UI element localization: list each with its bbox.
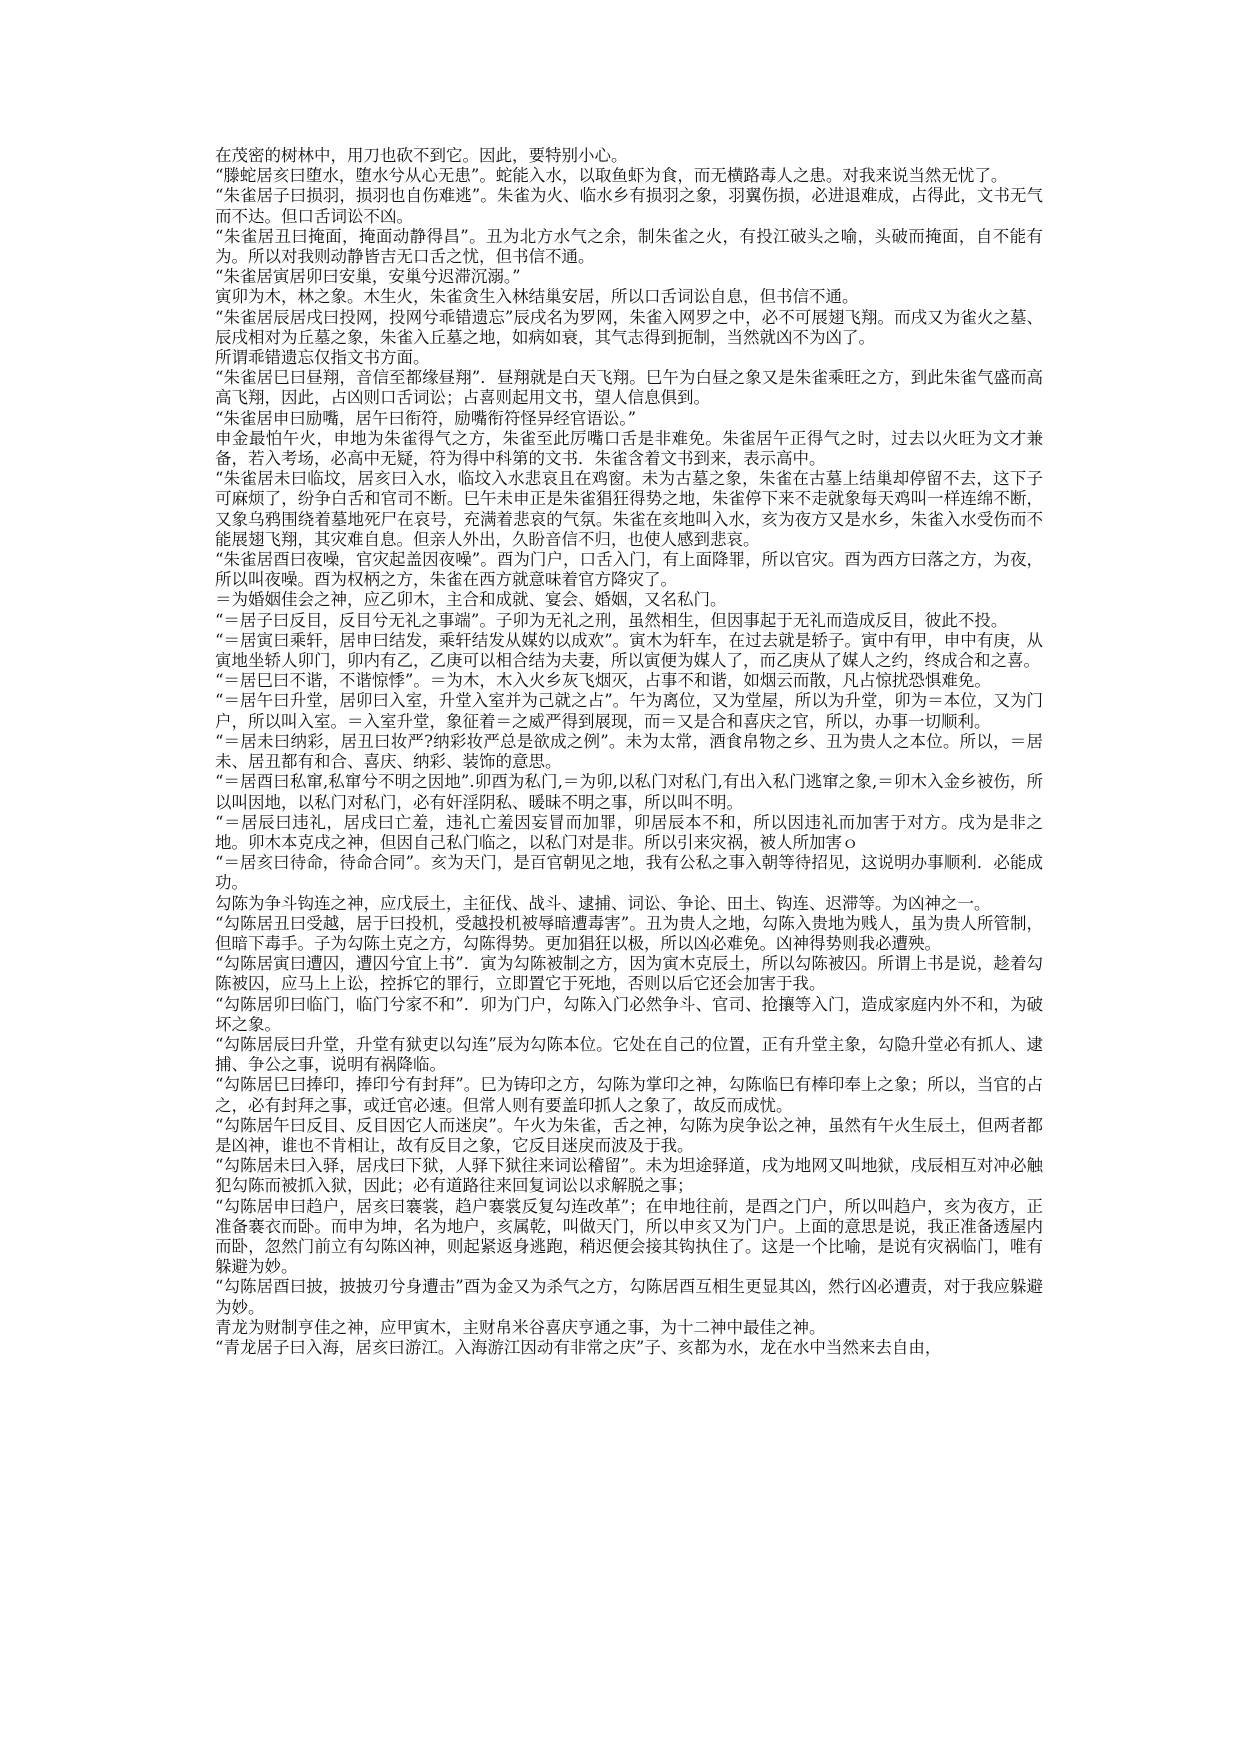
document-page	[215, 146, 1043, 1358]
paragraph: “朱雀居酉曰夜噪，官灾起盖因夜噪”。酉为门户，口舌入门，有上面降罪，所以官灾。酉为西方曰落之方，为夜，所以叫夜噪。酉为权柄之方，朱雀在西方就意味着官方降灾了。	[215, 550, 1043, 590]
paragraph: “滕蛇居亥曰堕水，堕水兮从心无患”。蛇能入水，以取鱼虾为食，而无横路毒人之患。对我来说当然无忧了。	[215, 166, 1008, 186]
paragraph: 寅卯为木，林之象。木生火，朱雀贪生入林结巢安居，所以口舌词讼自息，但书信不通。	[215, 287, 859, 307]
paragraph: “＝居寅曰乘轩，居申曰结发，乘轩结发从媒妁以成欢”。寅木为轩车，在过去就是轿子。寅中有甲，申中有庚，从寅地坐轿人卯门，卯内有乙，乙庚可以相合结为夫妻，所以寅便为媒人了，而乙庚从了媒人之约，终成合和之喜。	[215, 630, 1043, 671]
paragraph: “勾陈居辰曰升堂，升堂有狱吏以勾连”辰为勾陈本位。它处在自己的位置，正有升堂主象，勾隐升堂必有抓人、逮捕、争公之事，说明有祸降临。	[215, 1034, 1043, 1075]
paragraph: 所谓乖错遗忘仅指文书方面。	[215, 348, 430, 368]
paragraph: “朱雀居丑曰掩面，掩面动静得昌”。丑为北方水气之余，制朱雀之火，有投江破头之喻，头破而掩面，自不能有为。所以对我则动静皆吉无口舌之忧，但书信不通。	[215, 226, 1043, 267]
paragraph: “勾陈居寅曰遭囚，遭囚兮宜上书”．寅为勾陈被制之方，因为寅木克辰土，所以勾陈被囚。所谓上书是说，趁着勾陈被囚，应马上上讼，控拆它的罪行，立即置它于死地，否则以后它还会加害于我。	[215, 954, 1043, 994]
paragraph: “＝居辰曰违礼，居戌曰亡羞，违礼亡羞因妄冒而加罪，卯居辰本不和，所以因违礼而加害于对方。戌为是非之地。卯木本克戌之神，但因自己私门临之，以私门对是非。所以引来灾祸，被人所加害ｏ	[215, 812, 1043, 852]
paragraph: “＝居子曰反目，反目兮无礼之事端”。子卯为无礼之刑，虽然相生，但因事起于无礼而造成反目，彼此不投。	[215, 610, 1008, 630]
paragraph: “青龙居子曰入海，居亥曰游江。入海游江因动有非常之庆”子、亥都为水，龙在水中当然来去自由，	[215, 1337, 942, 1357]
paragraph: “＝居酉曰私窜,私窜兮不明之因地”.卯酉为私门,＝为卯,以私门对私门,有出入私门逃窜之象,＝卯木入金乡被伤，所以叫因地，以私门对私门，必有奸淫阴私、暖昧不明之事，所以叫不明。	[215, 772, 1043, 812]
paragraph: “朱雀居寅居卯曰安巢，安巢兮迟滞沉溺。”	[215, 267, 521, 287]
paragraph: “朱雀居未曰临坟，居亥曰入水，临坟入水悲哀且在鸡窗。未为古墓之象，朱雀在古墓上结巢却停留不去，这下子可麻烦了，纷争白舌和官司不断。巳午未申正是朱雀猖狂得势之地，朱雀停下来不走就象每天鸡叫一样连绵不断，又象乌鸦围绕着墓地死尸在哀号，充满着悲哀的气氛。朱雀在亥地叫入水，亥为夜方又是水乡，朱雀入水受伤而不能展翅飞翔，其灾难自息。但亲人外出，久盼音信不归，也使人感到悲哀。	[215, 469, 1043, 549]
paragraph: “勾陈居未曰入驿，居戌曰下狱，人驿下狱往来词讼稽留”。未为坦途驿道，戌为地网又叫地狱，戌辰相互对冲必触犯勾陈而被抓入狱，因此；必有道路往来回复词讼以求解脱之事；	[215, 1156, 1043, 1196]
paragraph: “＝居未曰纳彩，居丑曰妆严?纳彩妆严总是欲成之例”。未为太常，酒食帛物之乡、丑为贵人之本位。所以，＝居未、居丑都有和合、喜庆、纳彩、装饰的意思。	[215, 731, 1043, 772]
paragraph: “＝居亥曰待命，待命合同”。亥为天门，是百官朝见之地，我有公私之事入朝等待招见，这说明办事顺利．必能成功。	[215, 853, 1043, 893]
paragraph: “勾陈居卯曰临门，临门兮家不和”．卯为门户，勾陈入门必然争斗、官司、抢攘等入门，造成家庭内外不和，为破坏之象。	[215, 994, 1043, 1034]
paragraph: “朱雀居子曰损羽，损羽也自伤难逃”。朱雀为火、临水乡有损羽之象，羽翼伤损，必进退难成，占得此，文书无气而不达。但口舌词讼不凶。	[215, 186, 1043, 226]
paragraph: “朱雀居辰居戌曰投网，投网兮乖错遗忘”辰戌名为罗网，朱雀入网罗之中，必不可展翅飞翔。而戌又为雀火之墓、辰戌相对为丘墓之象，朱雀入丘墓之地，如病如衰，其气志得到扼制，当然就凶不为凶了。	[215, 307, 1043, 347]
paragraph: 申金最怕午火，申地为朱雀得气之方，朱雀至此厉嘴口舌是非难免。朱雀居午正得气之时，过去以火旺为文才兼备，若入考场，必高中无疑，符为得中科第的文书．朱雀含着文书到来，表示高中。	[215, 428, 1043, 469]
paragraph: ＝为婚姻佳会之神，应乙卯木，主合和成就、宴会、婚姻，又名私门。	[215, 590, 727, 610]
paragraph: “朱雀居巳曰昼翔，音信至都缘昼翔”．昼翔就是白天飞翔。巳午为白昼之象又是朱雀乘旺之方，到此朱雀气盛而高高飞翔，因此，占凶则口舌词讼；占喜则起用文书，望人信息俱到。	[215, 368, 1043, 408]
paragraph: “勾陈居酉曰披，披披刃兮身遭击”酉为金又为杀气之方，勾陈居酉互相生更显其凶，然行凶必遭责，对于我应躲避为妙。	[215, 1277, 1043, 1317]
paragraph: “勾陈居申曰趋户，居亥曰褰裳，趋户褰裳反复勾连改革”；在申地往前，是酉之门户，所以叫趋户，亥为夜方，正准备褰衣而卧。而申为坤，名为地户，亥属乾，叫做天门，所以申亥又为门户。上面的意思是说，我正准备透屋内而卧，忽然门前立有勾陈凶神，则起紧返身逃跑，稍迟便会接其钩执住了。这是一个比喻，是说有灾祸临门，唯有躲避为妙。	[215, 1196, 1043, 1277]
paragraph: “朱雀居申曰励嘴，居午曰衔符，励嘴衔符怪异经官语讼。”	[215, 408, 637, 428]
paragraph: 青龙为财制亨佳之神，应甲寅木，主财帛米谷喜庆亨通之事，为十二神中最佳之神。	[215, 1317, 826, 1337]
paragraph: “＝居巳曰不谐，不谐惊悸”。＝为木，木入火乡灰飞烟灭，占事不和谐，如烟云而散，凡占惊扰恐惧难免。	[215, 671, 991, 691]
paragraph: “勾陈居巳曰捧印，捧印兮有封拜”。巳为铸印之方，勾陈为掌印之神，勾陈临巳有棒印奉上之象；所以，当官的占之，必有封拜之事，或迁官必速。但常人则有要盖印抓人之象了，故反而成忧。	[215, 1075, 1043, 1115]
paragraph: “＝居午曰升堂，居卯曰入室，升堂入室并为己就之占”。午为离位，又为堂屋，所以为升堂，卯为＝本位，又为门户，所以叫入室。＝入室升堂，象征着＝之威严得到展现，而＝又是合和喜庆之官，所以，办事一切顺利。	[215, 691, 1043, 731]
paragraph: “勾陈居午曰反目、反目因它人而迷戾”。午火为朱雀，舌之神，勾陈为戾争讼之神，虽然有午火生辰土，但两者都是凶神，谁也不肯相让，故有反目之象，它反目迷戾而波及于我。	[215, 1115, 1043, 1155]
paragraph: “勾陈居丑曰受越，居于曰投机，受越投机被辱暗遭毒害”。丑为贵人之地，勾陈入贵地为贱人，虽为贵人所管制，但暗下毒手。子为勾陈土克之方，勾陈得势。更加猖狂以极，所以凶必难免。凶神得势则我必遭殃。	[215, 913, 1043, 953]
paragraph: 勾陈为争斗钩连之神，应戊辰土，主征伐、战斗、逮捕、词讼、争论、田土、钩连、迟滞等。为凶神之一。	[215, 893, 991, 913]
paragraph: 在茂密的树林中，用刀也砍不到它。因此，要特别小心。	[215, 146, 628, 165]
